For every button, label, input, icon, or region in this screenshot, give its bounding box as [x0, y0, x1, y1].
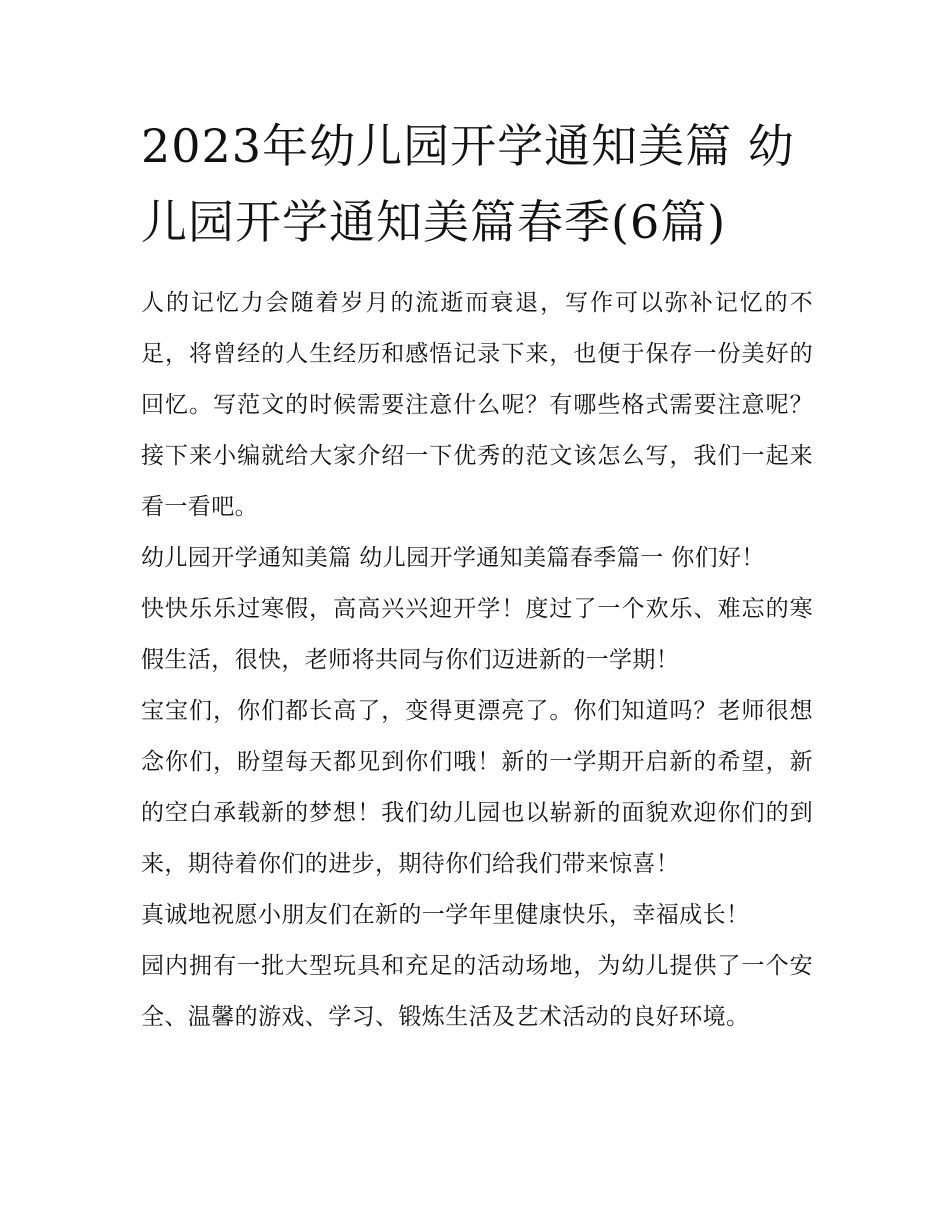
paragraph-babies: 宝宝们，你们都长高了，变得更漂亮了。你们知道吗？老师很想念你们，盼望每天都见到你们哦！新的一学期开启新的希望，新的空白承载新的梦想！我们幼儿园也以崭新的面貌欢迎你们的到来，期待着你们的进步，期待你们给我们带来惊喜！	[141, 698, 813, 877]
paragraph-greeting: 幼儿园开学通知美篇 幼儿园开学通知美篇春季篇一 你们好！	[141, 545, 765, 571]
document-title: 2023年幼儿园开学通知美篇 幼儿园开学通知美篇春季(6篇)	[141, 119, 795, 249]
document-page	[141, 108, 813, 1043]
paragraph-intro: 人的记忆力会随着岁月的流逝而衰退，写作可以弥补记忆的不足，将曾经的人生经历和感悟记录下来，也便于保存一份美好的回忆。写范文的时候需要注意什么呢？有哪些格式需要注意呢？接下来小编就给大家介绍一下优秀的范文该怎么写，我们一起来看一看吧。	[141, 290, 813, 520]
paragraph-facilities: 园内拥有一批大型玩具和充足的活动场地，为幼儿提供了一个安全、温馨的游戏、学习、锻炼生活及艺术活动的良好环境。	[141, 953, 813, 1030]
paragraph-winter-break: 快快乐乐过寒假，高高兴兴迎开学！度过了一个欢乐、难忘的寒假生活，很快，老师将共同与你们迈进新的一学期！	[141, 596, 813, 673]
paragraph-wishes: 真诚地祝愿小朋友们在新的一学年里健康快乐，幸福成长！	[141, 902, 750, 928]
